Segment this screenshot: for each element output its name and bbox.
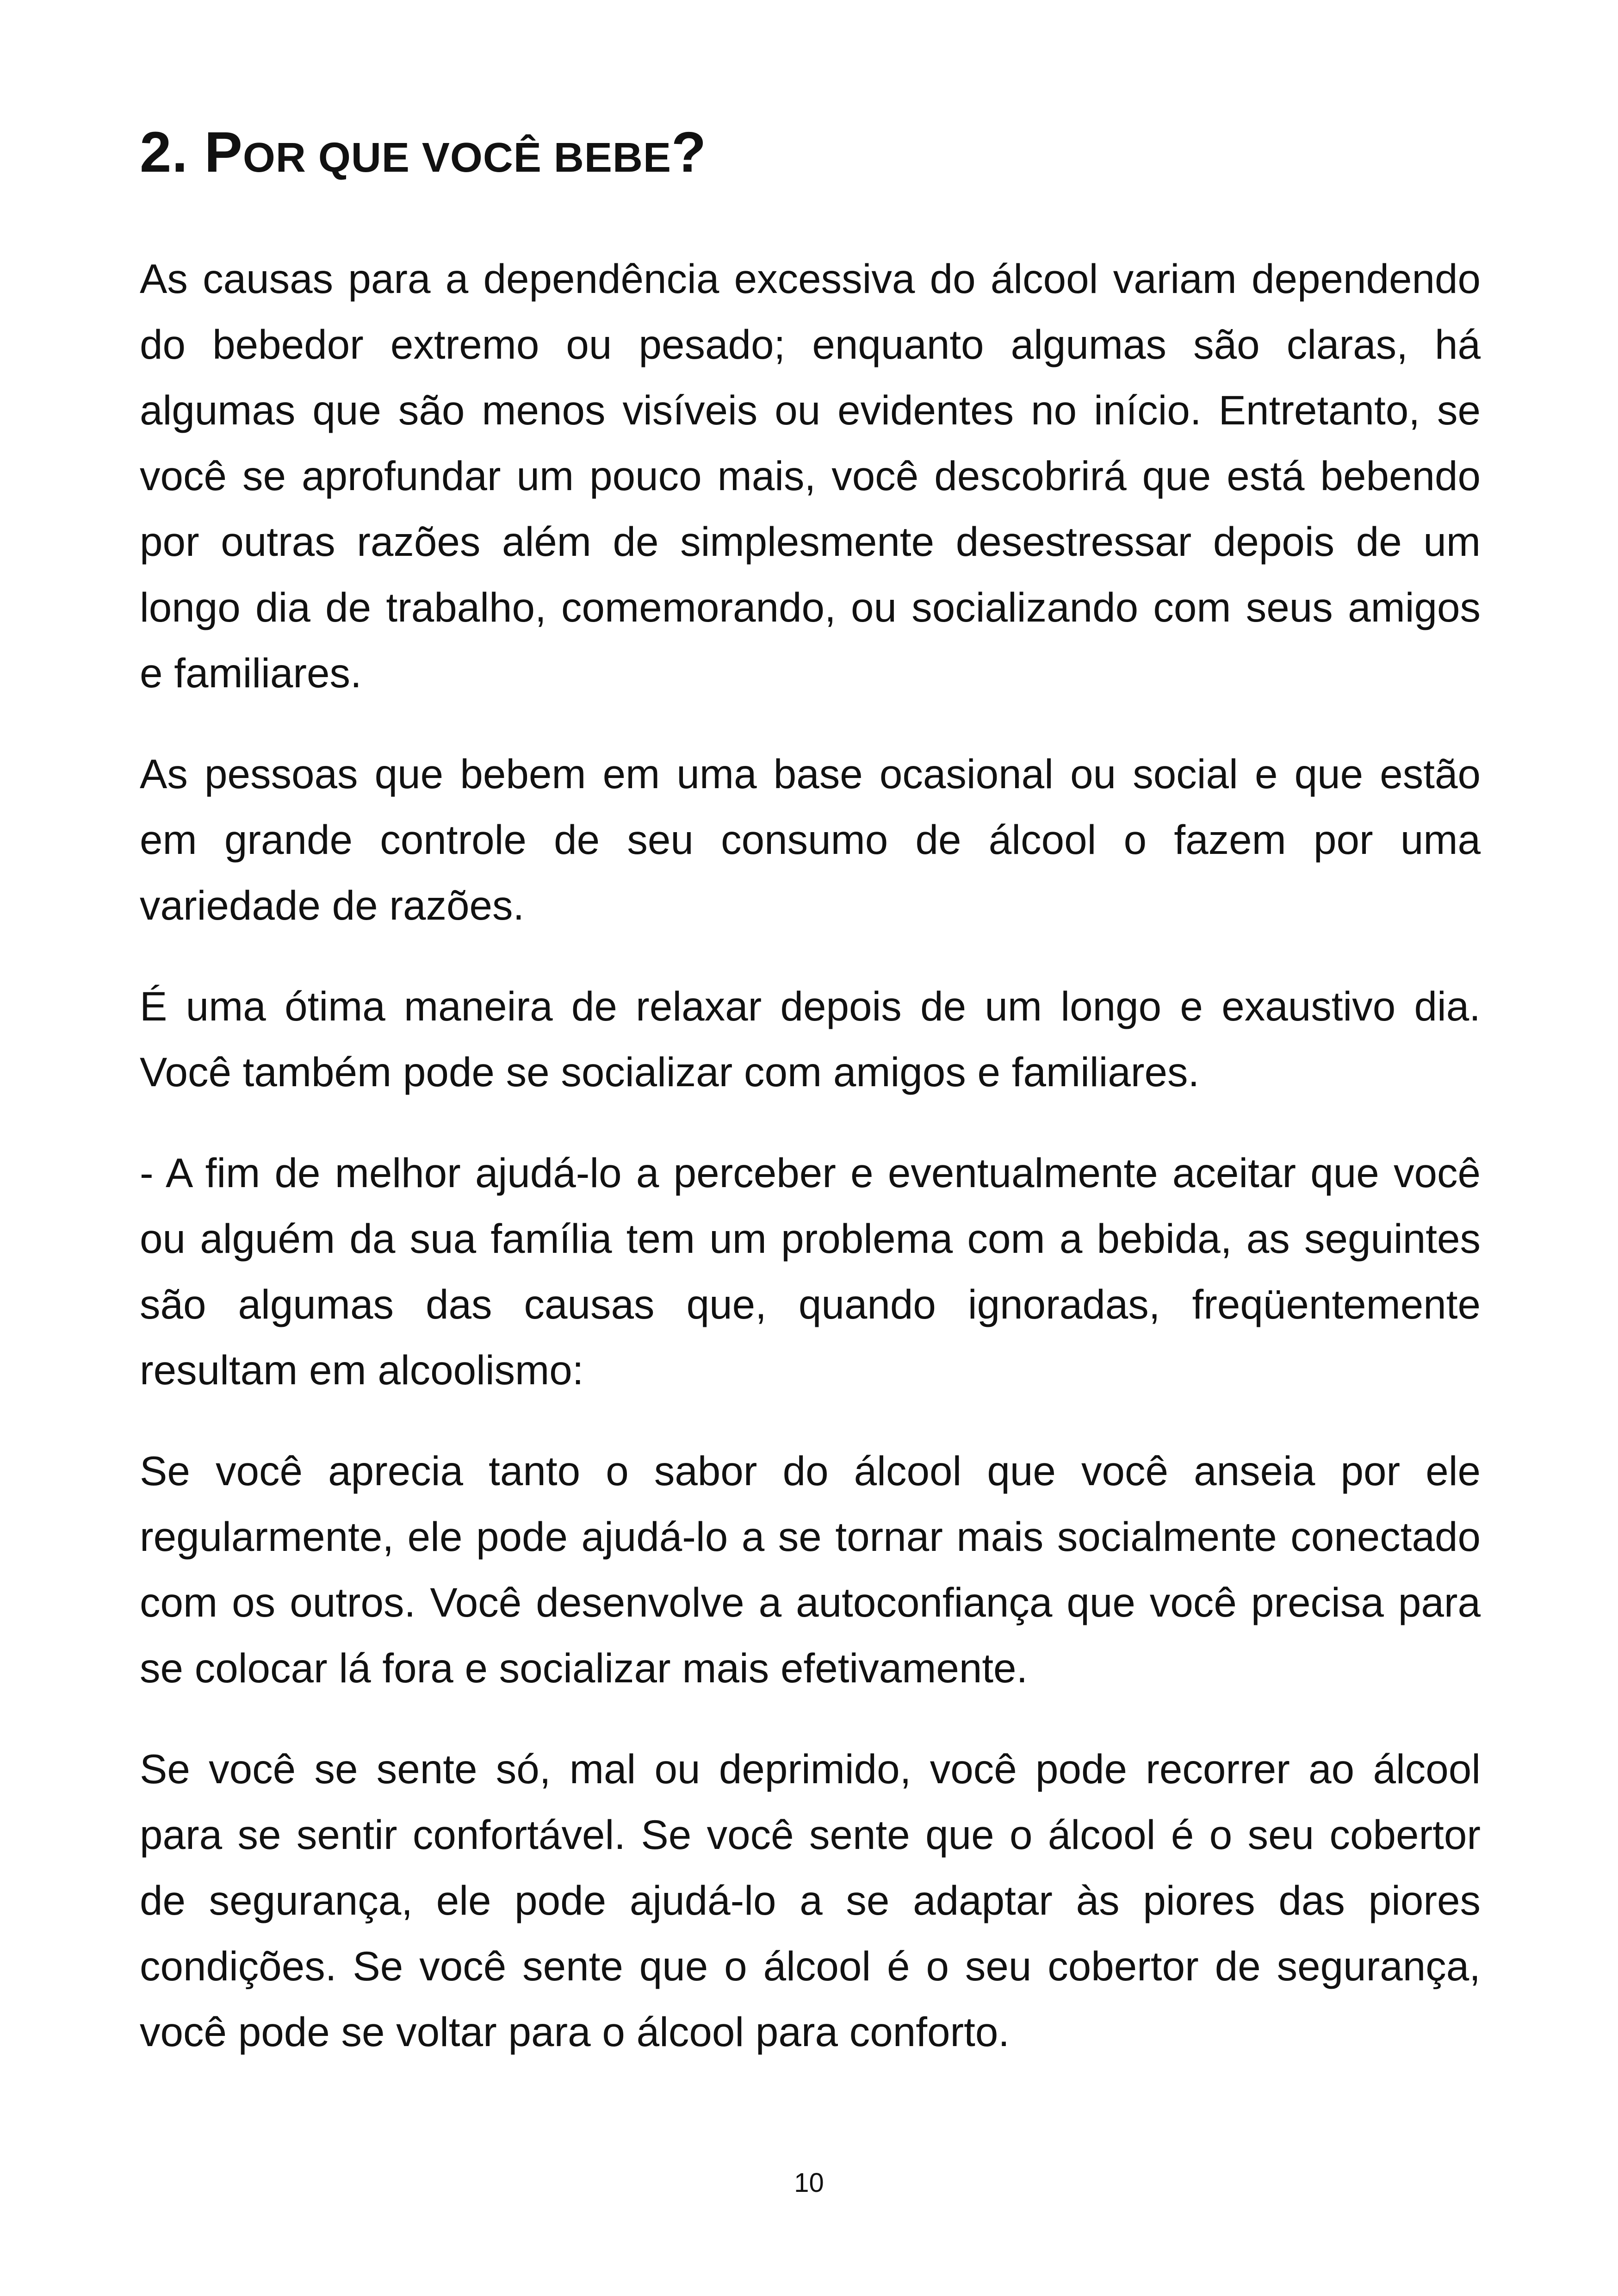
page-number: 10	[794, 2168, 824, 2198]
chapter-title-question-mark: ?	[671, 121, 707, 184]
body-paragraph: Se você aprecia tanto o sabor do álcool que você anseia por ele regularmente, ele pode ajudá-lo a se tornar mais socialmente conectado com os outros. Você desenvolve a autoconfiança que você precisa para se colocar lá fora e socializar mais efetivamente.	[140, 1448, 1481, 1691]
chapter-number: 2.	[140, 121, 188, 184]
page-content	[140, 116, 1481, 2100]
chapter-title-initial: P	[204, 121, 243, 184]
body-paragraph: É uma ótima maneira de relaxar depois de um longo e exaustivo dia. Você também pode se socializar com amigos e familiares.	[140, 983, 1481, 1095]
body-paragraph: - A fim de melhor ajudá-lo a perceber e eventualmente aceitar que você ou alguém da sua família tem um problema com a bebida, as seguintes são algumas das causas que, quando ignoradas, freqüentemente resultam em alcoolismo:	[140, 1150, 1481, 1393]
body-paragraph: As causas para a dependência excessiva do álcool variam dependendo do bebedor extremo ou pesado; enquanto algumas são claras, há algumas que são menos visíveis ou evidentes no início. Entretanto, se você se aprofundar um pouco mais, você descobrirá que está bebendo por outras razões além de simplesmente desestressar depois de um longo dia de trabalho, comemorando, ou socializando com seus amigos e familiares.	[140, 255, 1481, 696]
body-paragraph: As pessoas que bebem em uma base ocasional ou social e que estão em grande controle de seu consumo de álcool o fazem por uma variedade de razões.	[140, 751, 1481, 928]
chapter-title-rest: OR QUE VOCÊ BEBE	[242, 135, 671, 181]
chapter-heading	[140, 116, 1481, 195]
body-paragraph: Se você se sente só, mal ou deprimido, você pode recorrer ao álcool para se sentir confortável. Se você sente que o álcool é o seu cobertor de segurança, ele pode ajudá-lo a se adaptar às piores das piores condições. Se você sente que o álcool é o seu cobertor de segurança, você pode se voltar para o álcool para conforto.	[140, 1746, 1481, 2055]
